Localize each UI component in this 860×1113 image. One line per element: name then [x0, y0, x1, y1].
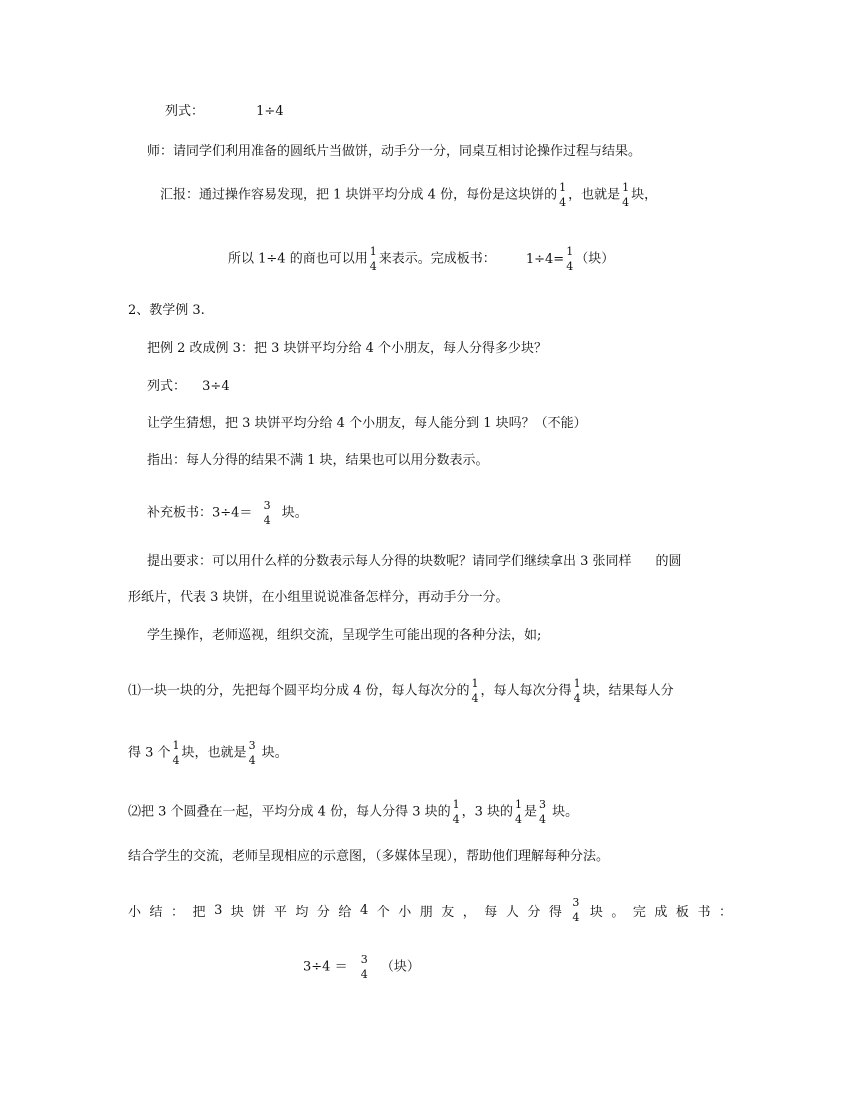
summary-char: ：: [171, 904, 185, 920]
method-1-continuation: [128, 738, 288, 768]
summary-char: 小: [128, 904, 142, 920]
fraction-denominator: 4: [622, 196, 630, 209]
fraction-one-quarter: [471, 676, 480, 706]
fraction-three-quarters: [248, 738, 257, 768]
method-1-cont-c: 块。: [261, 745, 288, 761]
point-out-line: 指出：每人分得的结果不满 1 块，结果也可以用分数表示。: [147, 453, 489, 468]
summary-char: 3: [214, 902, 223, 918]
fraction-one-quarter: [369, 244, 378, 274]
fraction-numerator: 1: [559, 181, 567, 194]
supplement-unit: 块。: [281, 505, 308, 521]
fraction-one-quarter: [621, 180, 630, 210]
quotient-line: [228, 244, 614, 274]
fraction-denominator: 4: [172, 754, 180, 767]
fraction-one-quarter: [452, 797, 461, 827]
method-2-line: [128, 797, 578, 827]
formula-line-1: [165, 104, 284, 120]
student-operation-line: 学生操作，老师巡视，组织交流，呈现学生可能出现的各种分法，如;: [147, 628, 542, 643]
section-heading: 2、教学例 3.: [128, 303, 205, 318]
fraction-numerator: 3: [572, 896, 580, 909]
formula-line-2: [147, 379, 230, 395]
summary-intro-line: 结合学生的交流，老师呈现相应的示意图，（多媒体呈现），帮助他们理解每种分法。: [128, 849, 610, 864]
fraction-numerator: 1: [573, 677, 581, 690]
summary-char: 友: [441, 904, 455, 920]
summary-char: 饼: [252, 904, 266, 920]
formula-expr: 3÷4: [202, 379, 230, 394]
summary-char: 小: [398, 904, 412, 920]
summary-char: 成: [654, 904, 668, 920]
requirement-text-a: 提出要求：可以用什么样的分数表示每人分得的块数呢？请同学们继续拿出 3 张同样: [147, 554, 632, 569]
fraction-denominator: 4: [515, 813, 523, 826]
fraction-three-quarters: [263, 498, 272, 528]
summary-char: 朋: [419, 904, 433, 920]
fraction-one-quarter: [514, 797, 523, 827]
summary-char: 4: [359, 902, 369, 918]
quotient-text-a: 所以 1÷4 的商也可以用: [228, 251, 368, 267]
fraction-denominator: 4: [369, 260, 377, 273]
fraction-denominator: 4: [572, 911, 580, 924]
fraction-denominator: 4: [539, 813, 547, 826]
fraction-numerator: 3: [539, 798, 547, 811]
supplement-text: 补充板书：3÷4＝: [147, 505, 253, 521]
requirement-text-b: 的圆: [655, 554, 682, 569]
fraction-numerator: 1: [172, 739, 180, 752]
method-2-text-d: 块。: [552, 804, 579, 820]
guess-line: 让学生猜想，把 3 块饼平均分给 4 个小朋友，每人能分到 1 块吗？（不能）: [147, 416, 587, 431]
fraction-numerator: 1: [566, 245, 574, 258]
summary-char: 平: [273, 904, 287, 920]
supplement-board-line: [147, 498, 308, 528]
method-1-cont-a: 得 3 个: [128, 745, 171, 761]
method-1-text-c: 块，结果每人分: [582, 683, 674, 699]
summary-char: 板: [675, 904, 689, 920]
summary-char: 均: [295, 904, 309, 920]
formula-expr: 1÷4: [256, 104, 284, 119]
fraction-numerator: 1: [369, 245, 377, 258]
example-3-statement: 把例 2 改成例 3：把 3 块饼平均分给 4 个小朋友，每人分得多少块？: [147, 341, 548, 356]
fraction-one-quarter: [558, 180, 567, 210]
fraction-denominator: 4: [471, 692, 479, 705]
summary-char: 完: [632, 904, 646, 920]
fraction-denominator: 4: [573, 692, 581, 705]
final-board-expr: 3÷4 ＝: [303, 959, 348, 975]
fraction-three-quarters: [571, 895, 580, 925]
report-line: [160, 180, 657, 210]
fraction-numerator: 1: [622, 181, 630, 194]
summary-line: [128, 893, 732, 927]
summary-char: 每: [484, 904, 498, 920]
board-unit: （块）: [575, 251, 615, 267]
fraction-denominator: 4: [263, 514, 271, 527]
summary-char: ，: [462, 904, 476, 920]
fraction-one-quarter: [573, 676, 582, 706]
summary-char: 书: [697, 904, 711, 920]
summary-char: ：: [718, 904, 732, 920]
quotient-text-b: 来表示。完成板书：: [378, 251, 496, 267]
summary-char: 。: [611, 904, 625, 920]
teacher-instruction: 师：请同学们利用准备的圆纸片当做饼，动手分一分，同桌互相讨论操作过程与结果。: [147, 144, 642, 159]
fraction-three-quarters: [538, 797, 547, 827]
report-text-a: 汇报：通过操作容易发现，把 1 块饼平均分成 4 份，每份是这块饼的: [160, 187, 558, 203]
fraction-numerator: 3: [263, 499, 271, 512]
fraction-numerator: 1: [452, 798, 460, 811]
summary-char: 分: [527, 904, 541, 920]
method-1-cont-b: 块，也就是: [181, 745, 247, 761]
summary-char: 结: [149, 904, 163, 920]
fraction-denominator: 4: [452, 813, 460, 826]
summary-char: 分: [316, 904, 330, 920]
summary-char: 块: [589, 904, 603, 920]
fraction-numerator: 1: [471, 677, 479, 690]
formula-label: 列式：: [147, 379, 187, 394]
report-text-b: ，也就是: [568, 187, 621, 203]
method-2-text-b: ，3 块的: [461, 804, 514, 820]
fraction-numerator: 3: [248, 739, 256, 752]
fraction-one-quarter: [565, 244, 574, 274]
final-board-line: [303, 952, 420, 982]
fraction-numerator: 3: [360, 953, 368, 966]
fraction-numerator: 1: [515, 798, 523, 811]
summary-char: 给: [338, 904, 352, 920]
fraction-denominator: 4: [360, 968, 368, 981]
fraction-one-quarter: [172, 738, 181, 768]
report-text-c: 块，: [631, 187, 658, 203]
summary-char: 把: [192, 904, 206, 920]
requirement-line: [147, 554, 682, 570]
fraction-denominator: 4: [566, 260, 574, 273]
requirement-continuation: 形纸片，代表 3 块饼，在小组里说说准备怎样分，再动手分一分。: [128, 590, 509, 605]
board-expr: 1÷4=: [525, 251, 565, 267]
summary-char: 人: [505, 904, 519, 920]
method-2-text-c: 是: [524, 804, 538, 820]
method-1-line: [128, 676, 674, 706]
summary-char: 块: [230, 904, 244, 920]
fraction-denominator: 4: [248, 754, 256, 767]
method-1-text-a: ⑴一块一块的分，先把每个圆平均分成 4 份，每人每次分的: [128, 683, 470, 699]
summary-char: 个: [376, 904, 390, 920]
fraction-denominator: 4: [559, 196, 567, 209]
final-board-unit: （块）: [380, 959, 420, 975]
formula-label: 列式：: [165, 104, 205, 119]
fraction-three-quarters: [360, 952, 369, 982]
method-2-text-a: ⑵把 3 个圆叠在一起，平均分成 4 份，每人分得 3 块的: [128, 804, 451, 820]
method-1-text-b: ，每人每次分得: [480, 683, 572, 699]
summary-char: 得: [548, 904, 562, 920]
